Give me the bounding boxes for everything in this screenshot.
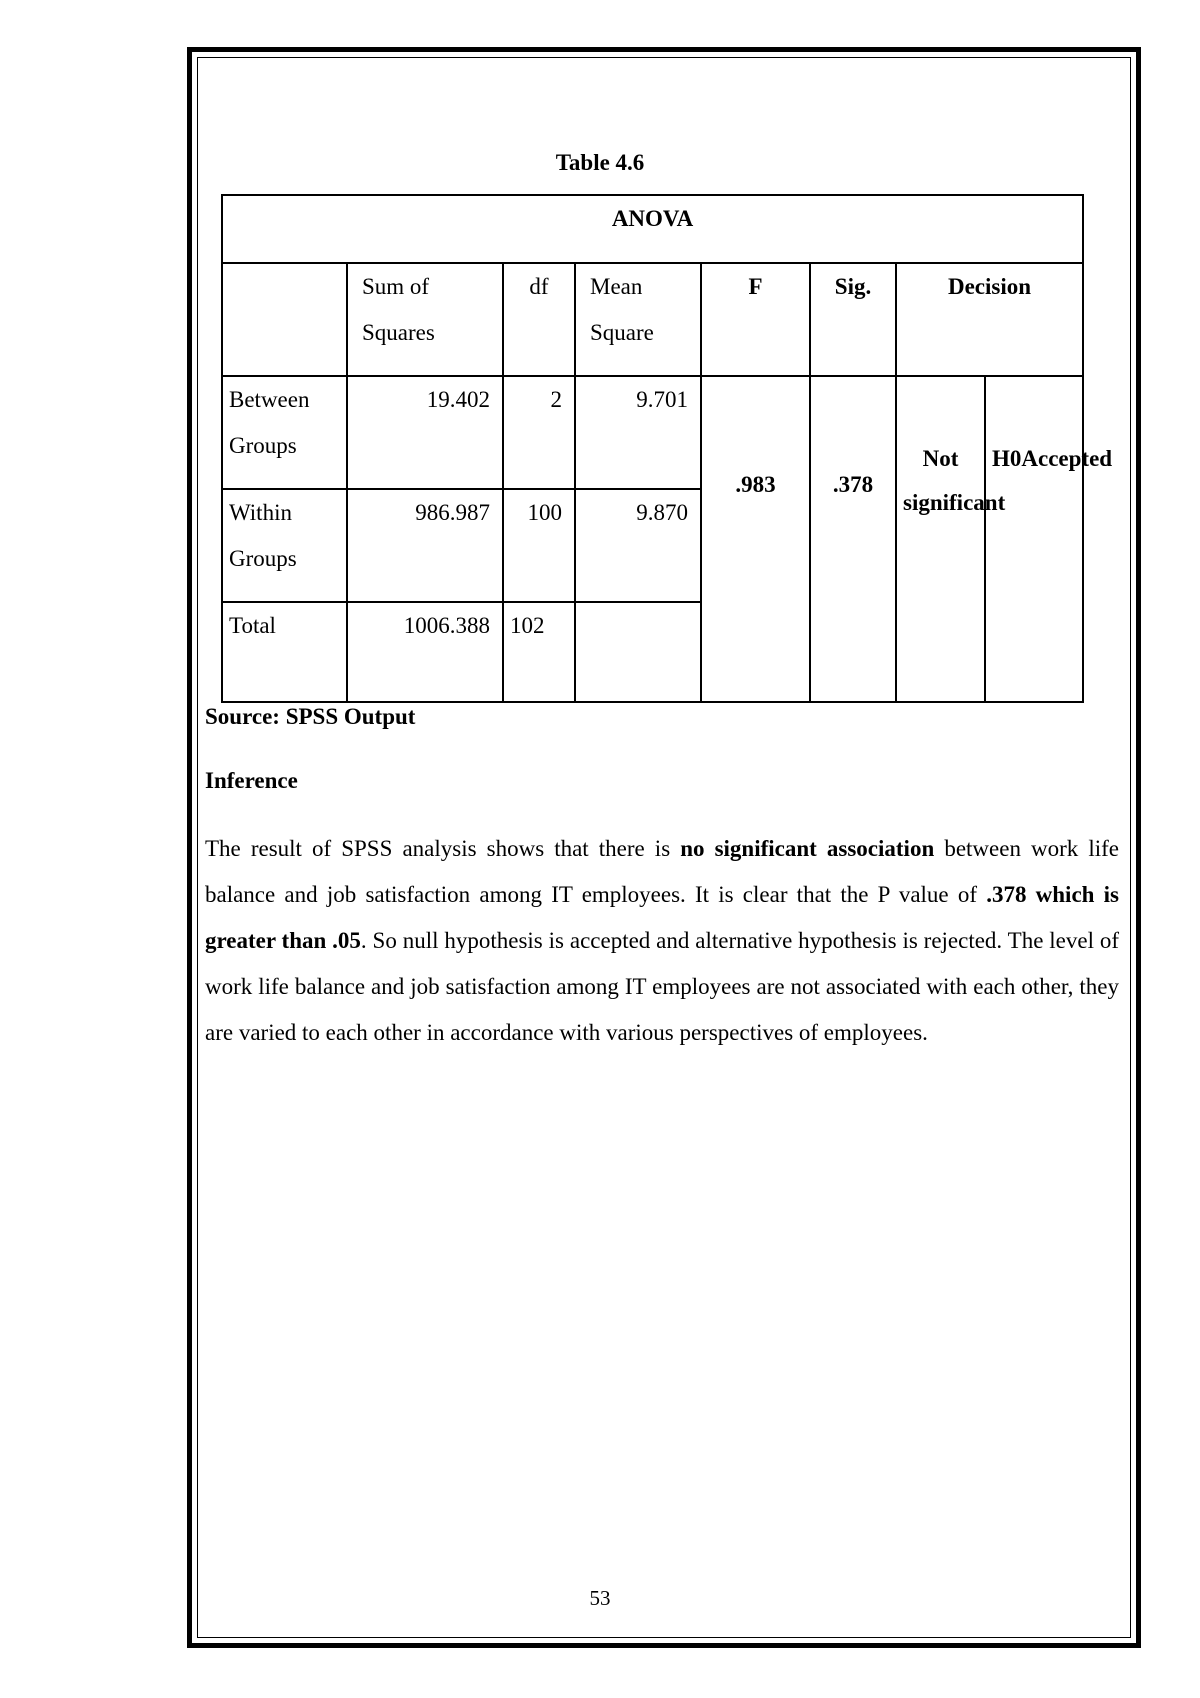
cell-sig-value: .378 [810, 376, 896, 702]
header-empty [222, 263, 347, 376]
cell-decision-significance: Not significant [896, 376, 985, 702]
header-mean-square: Mean Square [575, 263, 701, 376]
cell-sum-of-squares: 19.402 [347, 376, 503, 489]
table-title: Table 4.6 [555, 150, 645, 175]
header-f: F [701, 263, 810, 376]
cell-decision-hypothesis: H0Accepted [985, 376, 1083, 702]
cell-sum-of-squares: 986.987 [347, 489, 503, 602]
row-label: Within Groups [222, 489, 347, 602]
anova-table [221, 194, 1113, 703]
inference-bold-2: .378 which is greater than .05 [205, 882, 1119, 953]
inference-heading: Inference [205, 768, 298, 793]
cell-df: 102 [503, 602, 575, 702]
header-df: df [503, 263, 575, 376]
header-sig: Sig. [810, 263, 896, 376]
inference-bold-1: no significant association [680, 836, 935, 861]
row-label: Total [222, 602, 347, 702]
cell-sum-of-squares: 1006.388 [347, 602, 503, 702]
inference-text-3: . So null hypothesis is accepted and alternative hypothesis is rejected. The level of work life balance and job satisfaction among IT employees are not associated with each other, they are varied to each other in accordance with various perspectives of employees. [205, 928, 1120, 1045]
cell-mean-square: 9.701 [575, 376, 701, 489]
header-sum-of-squares: Sum of Squares [347, 263, 503, 376]
inference-text-1: The result of SPSS analysis shows that there is [205, 836, 681, 861]
table-source: Source: SPSS Output [205, 704, 416, 729]
table-caption: ANOVA [222, 195, 1083, 263]
cell-df: 2 [503, 376, 575, 489]
table-row [222, 376, 1083, 489]
cell-mean-square [575, 602, 701, 702]
inference-paragraph [205, 826, 1119, 1056]
cell-mean-square: 9.870 [575, 489, 701, 602]
cell-df: 100 [503, 489, 575, 602]
row-label: Between Groups [222, 376, 347, 489]
cell-f-value: .983 [701, 376, 810, 702]
page-number: 53 [589, 1586, 611, 1610]
inference-text-2: between work life balance and job satisfaction among IT employees. It is clear that the P value of [205, 836, 1120, 907]
header-decision: Decision [896, 263, 1083, 376]
